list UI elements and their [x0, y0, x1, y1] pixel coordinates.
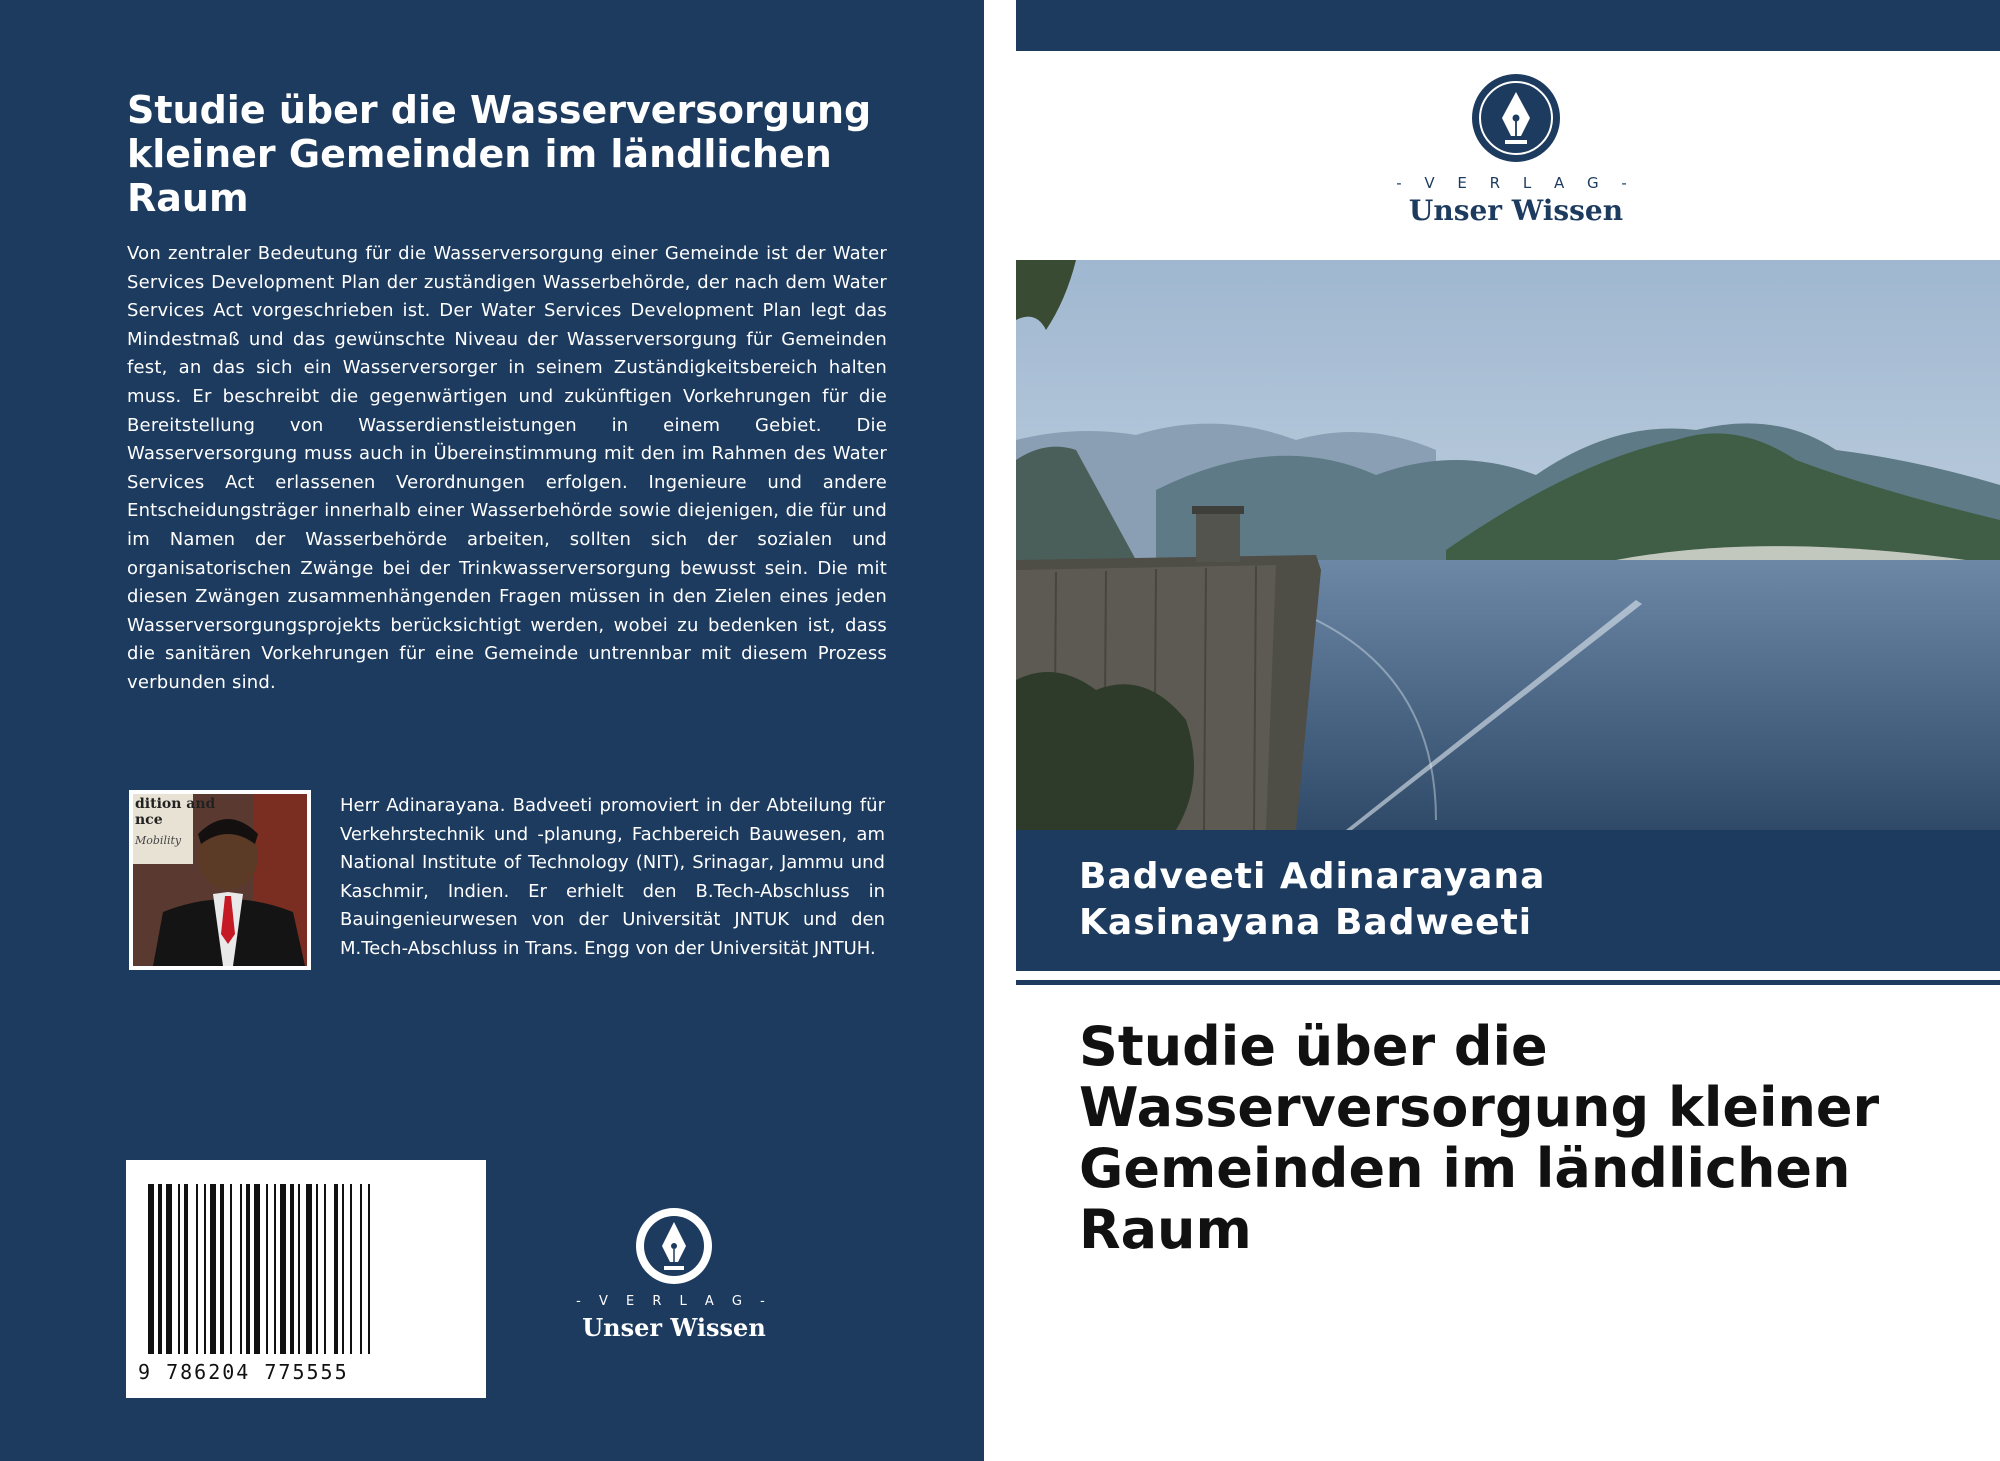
author-name-1: Badveeti Adinarayana: [1079, 856, 1546, 897]
svg-text:dition and: dition and: [135, 796, 216, 812]
front-cover: [1016, 0, 2000, 1461]
dam-lake-photo: [1016, 260, 2000, 830]
barcode-bar: [280, 1184, 286, 1354]
back-publisher-logo: [574, 1206, 774, 1346]
barcode-bar: [240, 1184, 242, 1354]
barcode-bar: [334, 1184, 338, 1354]
front-publisher-name: Unser Wissen: [1408, 194, 1624, 227]
barcode-bar: [184, 1184, 188, 1354]
svg-text:nce: nce: [135, 812, 163, 828]
front-publisher-verlag: - V E R L A G -: [1396, 174, 1636, 192]
back-publisher-verlag: - V E R L A G -: [576, 1294, 772, 1309]
dam-landscape-image: [1016, 260, 2000, 830]
back-cover-description: Von zentraler Bedeutung für die Wasserversorgung einer Gemeinde ist der Water Services Development Plan der zuständigen Wasserbehörde, der nach dem Water Services Act vorgeschrieben ist. Der Water Services Development Plan legt das Mindestmaß und das gewünschte Niveau der Wasserversorgung für Gemeinden fest, an das sich ein Wasserversorger in seinem Zuständigkeitsbereich halten muss. Er beschreibt die gegenwärtigen und zukünftigen Vorkehrungen für die Bereitstellung von Wasserdienstleistungen in einem Gebiet. Die Wasserversorgung muss auch in Übereinstimmung mit den im Rahmen des Water Services Act erlassenen Verordnungen erfolgen. Ingenieure und andere Entscheidungsträger innerhalb einer Wasserbehörde sowie diejenigen, die für und im Namen der Wasserbehörde arbeiten, sollten sich der sozialen und organisatorischen Zwänge bei der Trinkwasserversorgung bewusst sein. Die mit diesen Zwängen zusammenhängenden Fragen müssen in den Zielen eines jeden Wasserversorgungsprojekts berücksichtigt werden, wobei zu bedenken ist, dass die sanitären Vorkehrungen für eine Gemeinde untrennbar mit diesem Prozess verbunden sind.: [127, 243, 887, 693]
barcode-bar: [324, 1184, 326, 1354]
barcode-bar: [368, 1184, 370, 1354]
front-divider-rule: [1016, 980, 2000, 985]
barcode-bar: [230, 1184, 232, 1354]
barcode-bar: [360, 1184, 362, 1354]
back-cover-title: Studie über die Wasserversorgung kleiner Gemeinden im ländlichen Raum: [127, 88, 872, 220]
front-cover-title: Studie über die Wasserversorgung kleiner Gemeinden im ländlichen Raum: [1079, 1015, 1880, 1261]
barcode-bar: [158, 1184, 162, 1354]
barcode-bar: [254, 1184, 260, 1354]
barcode-bar: [210, 1184, 216, 1354]
front-top-bar: [1016, 0, 2000, 51]
fountain-pen-nib-icon: [1470, 72, 1562, 164]
author-photo: [129, 790, 311, 970]
barcode-bar: [266, 1184, 268, 1354]
back-publisher-name: Unser Wissen: [582, 1313, 766, 1342]
fountain-pen-nib-icon: [634, 1206, 714, 1286]
barcode-bar: [350, 1184, 352, 1354]
isbn-barcode: [126, 1160, 486, 1398]
svg-text:Mobility: Mobility: [135, 834, 182, 847]
barcode-bar: [166, 1184, 172, 1354]
barcode-bar: [306, 1184, 312, 1354]
barcode-bar: [220, 1184, 224, 1354]
barcode-bar: [342, 1184, 344, 1354]
barcode-bar: [196, 1184, 198, 1354]
spine-gap: [984, 0, 1016, 1461]
author-portrait-image: [133, 794, 307, 966]
barcode-bar: [178, 1184, 180, 1354]
barcode-bar: [246, 1184, 250, 1354]
barcode-bar: [274, 1184, 276, 1354]
barcode-bar: [204, 1184, 206, 1354]
isbn-digits: 9 786204 775555: [138, 1360, 349, 1384]
barcode-bar: [148, 1184, 154, 1354]
author-name-2: Kasinayana Badweeti: [1079, 902, 1533, 943]
front-publisher-logo: [1366, 72, 1666, 232]
barcode-bar: [298, 1184, 300, 1354]
barcode-bar: [316, 1184, 318, 1354]
authors-band: [1016, 830, 2000, 971]
author-bio: Herr Adinarayana. Badveeti promoviert in der Abteilung für Verkehrstechnik und -planung, Fachbereich Bauwesen, am National Institute of Technology (NIT), Srinagar, Jammu und Kaschmir, Indien. Er erhielt den B.Tech-Abschluss in Bauingenieurwesen von der Universität JNTUK und den M.Tech-Abschluss in Trans. Engg von der Universität JNTUH.: [340, 795, 885, 959]
back-cover: [0, 0, 984, 1461]
barcode-bar: [290, 1184, 294, 1354]
